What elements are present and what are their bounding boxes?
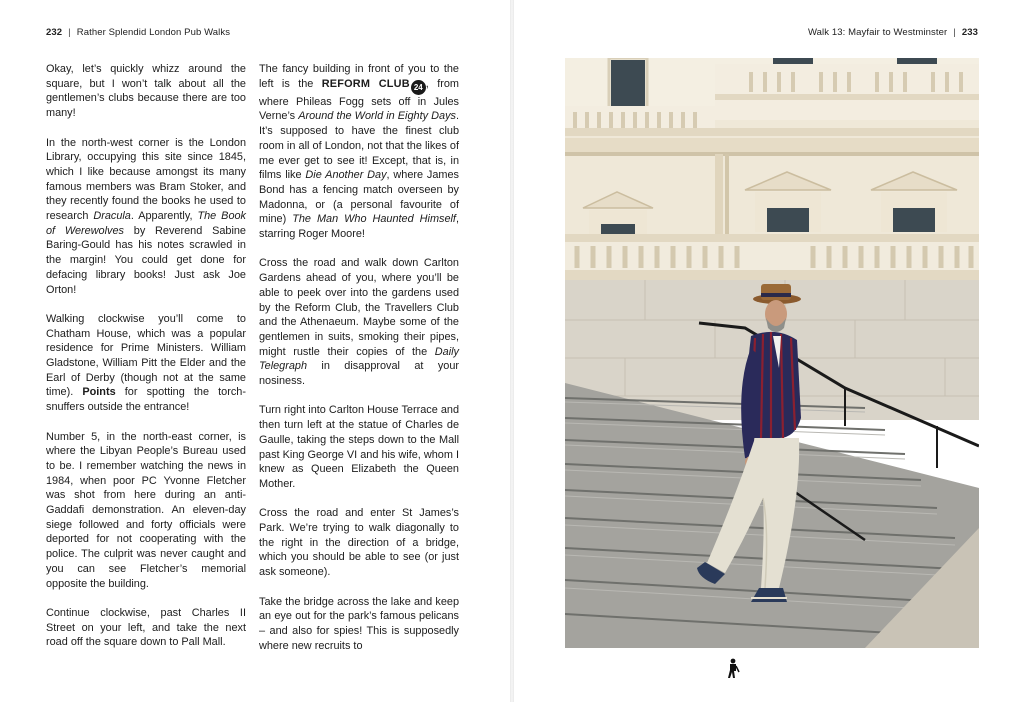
right-page-number: 233 [961,27,978,38]
walk-title: Walk 13: Mayfair to Westminster [807,27,948,38]
paragraph [46,312,246,415]
book-title-dracula: Dracula [93,210,131,223]
walking-man-icon [726,658,740,680]
text-run: by Reverend Sabine Baring-Gould has his notes scrawled in the margin! You could get done for defacing library books! Just ask Joe Orton! [46,224,246,296]
book-title-werewolves: The Book of Werewolves [46,210,247,237]
photo-man-on-steps [565,58,979,648]
film-title: Die Another Day [305,169,387,182]
text-column-1 [46,62,246,650]
place-name-reform-club: REFORM CLUB [321,77,410,90]
paragraph: Number 5, in the north-east corner, is where the Libyan People’s Bureau used to be. I remember watching the news in 1984, when poor PC Yvonne Fletcher was shot from here during an anti-Gaddafi demonstration. An eleven-day siege followed and forty officials were deported for not cooperating with the police. The culprit was never caught and you can see Fletcher’s memorial opposite the building. [46,430,246,590]
book-title: Around the World in Eighty Days [298,110,456,123]
paragraph [259,62,459,242]
left-running-header [46,27,230,38]
text-run: The fancy building in front of you to the left is the [259,63,459,90]
newspaper-title: Daily Telegraph [259,345,459,373]
text-run: . Apparently, [130,210,198,223]
paragraph: Take the bridge across the lake and keep an eye out for the park’s famous pelicans – and also for spies! This is supposedly where new recruits to [259,595,459,652]
left-page-number: 232 [46,27,63,38]
photo-illustration [565,58,979,648]
text-run: Walking clockwise you’ll come to Chatham House, which was a popular residence for Prime Ministers. William Gladstone, William Pitt the Elder and the Earl of Derby (though not at the same time). [46,312,246,399]
paragraph: Continue clockwise, past Charles II Street on your left, and take the next road off the square down to Pall Mall. [46,606,246,649]
header-separator: | [953,27,956,38]
text-run: In the north-west corner is the London Library, occupying this site since 1845, which I like because amongst its many famous members was Bram Stoker, and they recently found the books he used to research [46,136,246,223]
header-separator: | [68,27,71,38]
paragraph: Turn right into Carlton House Terrace and then turn left at the statue of Charles de Gaulle, taking the steps down to the Mall past King George VI and his wife, whom I knew as Queen Elizabeth the Queen Mother. [259,404,459,490]
text-run: . It’s supposed to have the finest club room in all of London, not that the likes of me ever get to see it! Except, that is, in films like [259,110,459,182]
text-run: , where James Bond has a fencing match overseen by Madonna, or (a personal favourite of mine) [259,169,459,226]
text-run: in disapproval at your nosiness. [259,360,459,388]
paragraph [259,256,459,388]
emphasis-points: Points [82,386,116,399]
text-run: , starring Roger Moore! [259,213,459,241]
text-run: for spotting the torch-snuffers outside the entrance! [46,386,246,414]
location-number-badge: 24 [411,80,426,95]
book-title: Rather Splendid London Pub Walks [76,27,231,38]
right-running-header [808,27,978,38]
film-title: The Man Who Haunted Himself [292,213,456,226]
text-run: Cross the road and walk down Carlton Gardens ahead of you, where you’ll be able to peek over into the gardens used by the Reform Club, the Travellers Club and the Athenaeum. Maybe some of the gentlemen in suits, smoking their pipes, might rustle their copies of the [259,257,459,358]
text-run: , from where Phileas Fogg sets off in Jules Verne’s [259,77,459,123]
page-gutter [510,0,514,702]
text-column-2 [259,62,459,653]
paragraph: Cross the road and enter St James’s Park. We’re trying to walk diagonally to the right in the direction of a bridge, which you should be able to see (or just ask someone). [259,507,459,579]
paragraph [46,136,246,298]
paragraph: Okay, let’s quickly whizz around the square, but I won’t talk about all the gentlemen’s clubs because there are too many! [46,63,246,120]
